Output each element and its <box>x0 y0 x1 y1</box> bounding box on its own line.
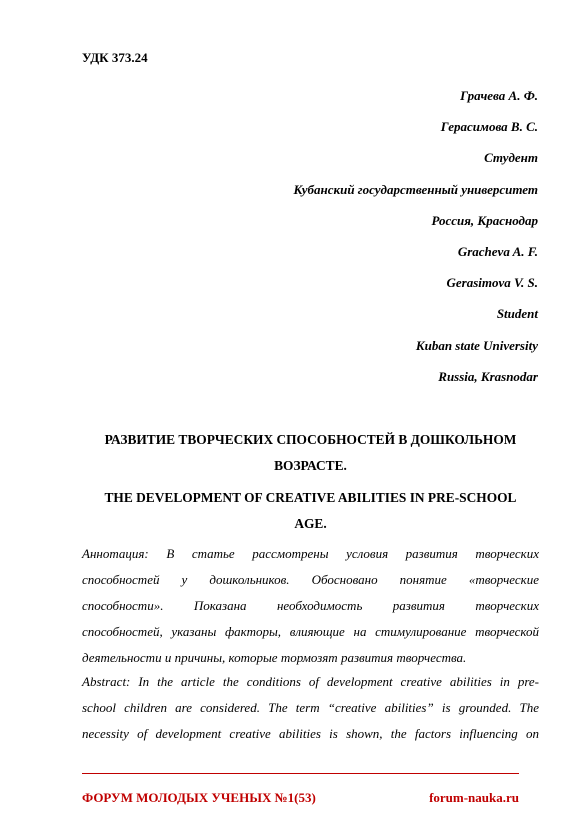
author-name-ru-1: Грачева А. Ф. <box>460 88 538 103</box>
abstract-line: Abstract: In the article the conditions of development creative abilities in pre- <box>82 674 539 689</box>
title-ru-line: ВОЗРАСТЕ. <box>274 458 347 473</box>
annotation-line: способностей, указаны факторы, влияющие на стимулирование творческой <box>82 624 539 639</box>
author-name-en-1: Gracheva A. F. <box>457 243 538 259</box>
title-en-line: AGE. <box>294 516 327 531</box>
annotation-paragraph <box>82 541 539 671</box>
annotation-line: способностей у дошкольников. Обосновано понятие «творческие <box>82 572 539 587</box>
author-name-en-2: Gerasimova V. S. <box>446 275 538 291</box>
footer-journal-name: ФОРУМ МОЛОДЫХ УЧЕНЫХ №1(53) <box>82 790 316 805</box>
article-title-ru <box>82 427 539 479</box>
university-ru: Кубанский государственный университет <box>293 181 538 197</box>
title-en-line: THE DEVELOPMENT OF CREATIVE ABILITIES IN PRE-SCHOOL <box>104 490 517 505</box>
annotation-line: способности». Показана необходимость развития творческих <box>82 598 539 613</box>
annotation-line: деятельности и причины, которые тормозят развития творчества. <box>82 650 467 665</box>
author-name-ru-2: Герасимова В. С. <box>440 119 538 135</box>
annotation-line: Аннотация: В статье рассмотрены условия развития творческих <box>82 546 539 561</box>
author-status-ru: Студент <box>484 150 538 166</box>
author-info-block <box>294 86 539 398</box>
footer-website: forum-nauka.ru <box>429 790 519 805</box>
university-en: Kuban state University <box>415 337 538 353</box>
author-status-en: Student <box>496 306 538 322</box>
abstract-line: school children are considered. The term “creative abilities” is grounded. The <box>82 700 539 715</box>
footer-divider <box>82 773 519 774</box>
title-ru-line: РАЗВИТИЕ ТВОРЧЕСКИХ СПОСОБНОСТЕЙ В ДОШКОЛЬНОМ <box>104 432 517 447</box>
location-en: Russia, Krasnodar <box>438 368 538 384</box>
article-title-en <box>82 485 539 537</box>
abstract-paragraph <box>82 669 539 747</box>
udk-code: УДК 373.24 <box>82 50 148 65</box>
location-ru: Россия, Краснодар <box>431 212 538 228</box>
abstract-line: necessity of development creative abilities is shown, the factors influencing on <box>82 726 539 741</box>
